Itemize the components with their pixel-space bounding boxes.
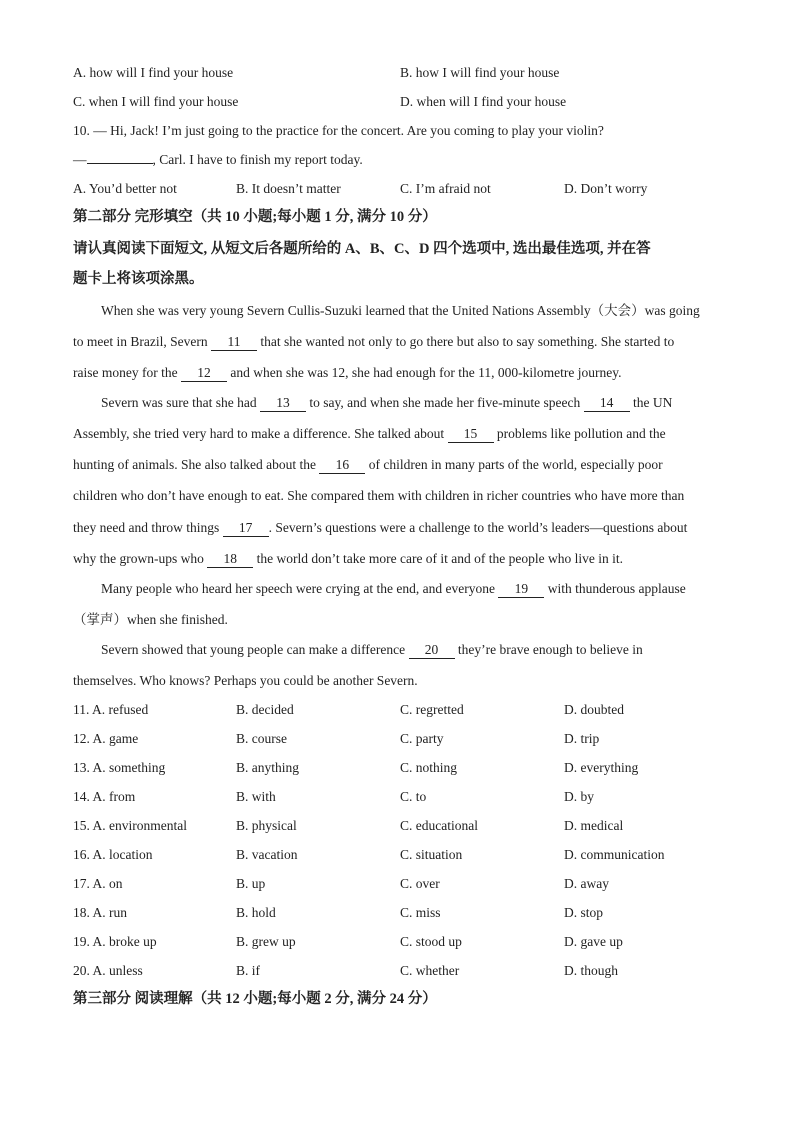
q10-answer-blank — [87, 163, 153, 164]
blank-14: 14 — [584, 395, 630, 412]
q14-option-d: D. by — [564, 789, 594, 804]
q19-option-d: D. gave up — [564, 934, 623, 949]
q10-reply-dash: — — [73, 152, 87, 167]
part3-heading: 第三部分 阅读理解（共 12 小题;每小题 2 分, 满分 24 分） — [73, 991, 437, 1007]
q17-option-a: 17. A. on — [73, 876, 123, 891]
q13-option-b: B. anything — [236, 760, 299, 775]
q13-option-d: D. everything — [564, 760, 639, 775]
q13-option-a: 13. A. something — [73, 760, 166, 775]
blank-17: 17 — [223, 520, 269, 537]
q11-option-b: B. decided — [236, 702, 294, 717]
passage-line — [101, 580, 686, 598]
q13-option-c: C. nothing — [400, 760, 458, 775]
passage-line — [73, 456, 663, 474]
q20-option-a: 20. A. unless — [73, 963, 143, 978]
passage-text: hunting of animals. She also talked about the — [73, 457, 320, 472]
q14-option-a: 14. A. from — [73, 789, 136, 804]
q18-option-b: B. hold — [236, 905, 276, 920]
part2-heading: 第二部分 完形填空（共 10 小题;每小题 1 分, 满分 10 分） — [73, 209, 437, 225]
q15-option-b: B. physical — [236, 818, 297, 833]
passage-line: When she was very young Severn Cullis-Suzuki learned that the United Nations Assembly（大会）was going — [101, 303, 700, 318]
q19-option-c: C. stood up — [400, 934, 462, 949]
passage-text: they need and throw things — [73, 520, 223, 535]
passage-line — [73, 333, 674, 351]
passage-line — [101, 641, 643, 659]
blank-16: 16 — [319, 457, 365, 474]
q12-option-b: B. course — [236, 731, 287, 746]
blank-19: 19 — [498, 581, 544, 598]
passage-text: that she wanted not only to go there but also to say something. She started to — [256, 334, 675, 349]
passage-line — [101, 394, 672, 412]
q19-option-a: 19. A. broke up — [73, 934, 157, 949]
q15-option-c: C. educational — [400, 818, 478, 833]
passage-line: （掌声）when she finished. — [73, 612, 228, 627]
q9-option-c: C. when I will find your house — [73, 94, 239, 109]
q9-option-d: D. when will I find your house — [400, 94, 567, 109]
passage-text: to say, and when she made her five-minute speech — [305, 395, 584, 410]
blank-11: 11 — [211, 334, 257, 351]
q20-option-b: B. if — [236, 963, 261, 978]
q10-option-b: B. It doesn’t matter — [236, 181, 341, 196]
passage-text: with thunderous applause — [544, 581, 686, 596]
passage-text: to meet in Brazil, Severn — [73, 334, 211, 349]
blank-18: 18 — [207, 551, 253, 568]
q10-option-d: D. Don’t worry — [564, 181, 648, 196]
q10-reply — [73, 151, 363, 169]
q14-option-b: B. with — [236, 789, 276, 804]
q20-option-c: C. whether — [400, 963, 460, 978]
q12-option-a: 12. A. game — [73, 731, 139, 746]
passage-line: themselves. Who knows? Perhaps you could be another Severn. — [73, 673, 418, 688]
q10-reply-text: , Carl. I have to finish my report today. — [152, 152, 363, 167]
q18-option-d: D. stop — [564, 905, 604, 920]
passage-line — [73, 519, 687, 537]
passage-text: the world don’t take more care of it and of the people who live in it. — [253, 551, 624, 566]
passage-text: and when she was 12, she had enough for the 11, 000-kilometre journey. — [226, 365, 622, 380]
blank-12: 12 — [181, 365, 227, 382]
q17-option-b: B. up — [236, 876, 266, 891]
q15-option-a: 15. A. environmental — [73, 818, 187, 833]
passage-line — [73, 364, 622, 382]
q16-option-c: C. situation — [400, 847, 463, 862]
q12-option-c: C. party — [400, 731, 444, 746]
passage-text: raise money for the — [73, 365, 181, 380]
q17-option-d: D. away — [564, 876, 609, 891]
q10-stem: 10. — Hi, Jack! I’m just going to the practice for the concert. Are you coming to play your violin? — [73, 123, 604, 138]
q16-option-d: D. communication — [564, 847, 665, 862]
passage-text: Severn was sure that she had — [101, 395, 260, 410]
q10-option-c: C. I’m afraid not — [400, 181, 491, 196]
q20-option-d: D. though — [564, 963, 618, 978]
q9-option-a: A. how will I find your house — [73, 65, 234, 80]
q16-option-b: B. vacation — [236, 847, 298, 862]
q9-option-b: B. how I will find your house — [400, 65, 560, 80]
passage-text: . Severn’s questions were a challenge to the world’s leaders—questions about — [268, 520, 688, 535]
passage-text: of children in many parts of the world, especially poor — [365, 457, 663, 472]
passage-line — [73, 550, 623, 568]
q17-option-c: C. over — [400, 876, 440, 891]
part2-instruction-line2: 题卡上将该项涂黑。 — [73, 271, 204, 287]
q12-option-d: D. trip — [564, 731, 600, 746]
passage-text: Assembly, she tried very hard to make a difference. She talked about — [73, 426, 448, 441]
passage-text: why the grown-ups who — [73, 551, 208, 566]
q18-option-a: 18. A. run — [73, 905, 127, 920]
passage-text: Many people who heard her speech were crying at the end, and everyone — [101, 581, 499, 596]
blank-20: 20 — [409, 642, 455, 659]
q11-option-d: D. doubted — [564, 702, 624, 717]
passage-text: problems like pollution and the — [493, 426, 666, 441]
q10-option-a: A. You’d better not — [73, 181, 177, 196]
passage-text: they’re brave enough to believe in — [454, 642, 643, 657]
q18-option-c: C. miss — [400, 905, 441, 920]
passage-line — [73, 425, 666, 443]
q16-option-a: 16. A. location — [73, 847, 153, 862]
part2-instruction-line1: 请认真阅读下面短文, 从短文后各题所给的 A、B、C、D 四个选项中, 选出最佳选项, 并在答 — [73, 241, 651, 257]
q14-option-c: C. to — [400, 789, 427, 804]
passage-text: Severn showed that young people can make a difference — [101, 642, 409, 657]
passage-line: children who don’t have enough to eat. She compared them with children in richer countries who have more than — [73, 488, 685, 503]
q11-option-c: C. regretted — [400, 702, 464, 717]
q15-option-d: D. medical — [564, 818, 624, 833]
blank-15: 15 — [448, 426, 494, 443]
blank-13: 13 — [260, 395, 306, 412]
passage-text: the UN — [629, 395, 673, 410]
q11-option-a: 11. A. refused — [73, 702, 149, 717]
q19-option-b: B. grew up — [236, 934, 296, 949]
